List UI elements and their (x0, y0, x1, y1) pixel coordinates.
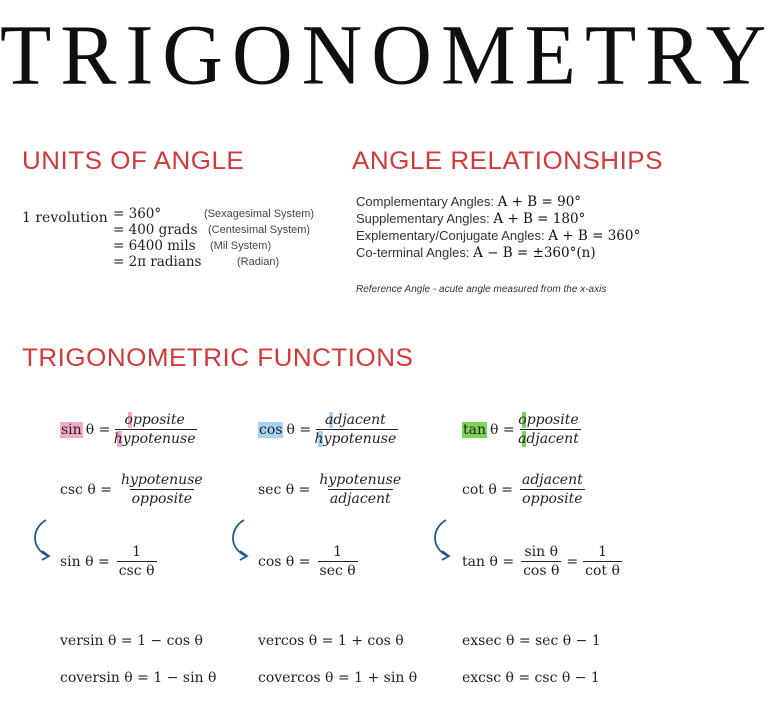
cotangent-definition (462, 472, 585, 507)
fraction (119, 472, 205, 507)
numerator: 1 (132, 544, 142, 560)
reference-angle-note: Reference Angle - acute angle measured from the x-axis (356, 284, 607, 295)
identity-lhs: tan θ = (462, 553, 515, 570)
excosecant-formula: excsc θ = csc θ − 1 (462, 670, 600, 686)
unit-row: = 6400 mils (113, 238, 196, 254)
relationship-formula: A + B = 180° (493, 211, 586, 227)
denominator: opposite (131, 491, 192, 507)
denominator: hypotenuse (314, 431, 397, 447)
theta-equals: θ = (286, 421, 312, 438)
curved-arrow-icon (428, 518, 458, 562)
relationship-formula: A − B = ±360°(n) (473, 245, 596, 261)
equals-sign: = (566, 553, 579, 570)
sin-label: sin (61, 421, 82, 438)
relationship-label: Complementary Angles: (356, 194, 495, 209)
units-of-angle-heading: UNITS OF ANGLE (22, 146, 245, 175)
cosine-reciprocal-identity (258, 544, 358, 579)
covercosine-formula: covercos θ = 1 + sin θ (258, 670, 418, 686)
denominator: hypotenuse (113, 431, 196, 447)
fraction (117, 544, 157, 579)
relationship-row (356, 210, 585, 228)
numerator: opposite (518, 412, 579, 428)
fraction (583, 544, 622, 579)
relationship-row (356, 193, 581, 211)
relationship-row (356, 244, 596, 262)
fraction (318, 544, 358, 579)
curved-arrow-icon (226, 518, 256, 562)
unit-row: = 360° (113, 206, 162, 222)
numerator: sin θ (524, 544, 559, 560)
sine-reciprocal-identity (60, 544, 157, 579)
relationship-label: Co-terminal Angles: (356, 245, 470, 260)
identity-lhs: sin θ = (60, 553, 110, 570)
tangent-ratio-identity (462, 544, 622, 579)
coversine-formula: coversin θ = 1 − sin θ (60, 670, 217, 686)
cotangent-lhs: cot θ = (462, 481, 513, 498)
relationship-formula: A + B = 90° (497, 194, 582, 210)
unit-row: = 400 grads (113, 222, 198, 238)
fraction (317, 472, 403, 507)
fraction (521, 544, 561, 579)
relationship-label: Explementary/Conjugate Angles: (356, 228, 545, 243)
tangent-definition (462, 412, 581, 447)
trig-functions-heading: TRIGONOMETRIC FUNCTIONS (22, 343, 414, 372)
relationship-row (356, 227, 640, 245)
versine-formula: versin θ = 1 − cos θ (60, 633, 203, 649)
secant-lhs: sec θ = (258, 481, 311, 498)
denominator: cot θ (585, 563, 620, 579)
vercosine-formula: vercos θ = 1 + cos θ (258, 633, 404, 649)
unit-note: (Sexagesimal System) (204, 208, 315, 220)
relationship-formula: A + B = 360° (548, 228, 641, 244)
page-title: TRIGONOMETRY (0, 8, 775, 103)
secant-definition (258, 472, 403, 507)
denominator: adjacent (518, 431, 579, 447)
numerator: hypotenuse (120, 472, 203, 488)
cosecant-definition (60, 472, 205, 507)
unit-note: (Mil System) (210, 240, 272, 252)
fraction (520, 412, 581, 447)
denominator: opposite (522, 491, 583, 507)
numerator: adjacent (521, 472, 583, 488)
tan-label: tan (463, 421, 486, 438)
denominator: csc θ (118, 563, 155, 579)
denominator: cos θ (523, 563, 560, 579)
numerator: hypotenuse (319, 472, 402, 488)
numerator: adjacent (325, 412, 386, 428)
sine-definition (60, 412, 197, 447)
unit-row: = 2π radians (113, 254, 202, 270)
exsecant-formula: exsec θ = sec θ − 1 (462, 633, 601, 649)
cosine-definition (258, 412, 398, 447)
fraction (115, 412, 197, 447)
revolution-label: 1 revolution (22, 210, 108, 226)
curved-arrow-icon (28, 518, 58, 562)
cosecant-lhs: csc θ = (60, 481, 112, 498)
numerator: 1 (333, 544, 343, 560)
denominator: sec θ (319, 563, 356, 579)
numerator: 1 (598, 544, 607, 560)
identity-lhs: cos θ = (258, 553, 311, 570)
theta-equals: θ = (85, 421, 111, 438)
unit-note: (Radian) (237, 256, 280, 268)
cos-label: cos (259, 421, 283, 438)
numerator: opposite (124, 412, 185, 428)
theta-equals: θ = (490, 421, 515, 438)
unit-note: (Centesimal System) (208, 224, 311, 236)
denominator: adjacent (329, 491, 391, 507)
relationship-label: Supplementary Angles: (356, 211, 490, 226)
fraction (520, 472, 585, 507)
fraction (316, 412, 398, 447)
angle-relationships-heading: ANGLE RELATIONSHIPS (352, 146, 663, 175)
